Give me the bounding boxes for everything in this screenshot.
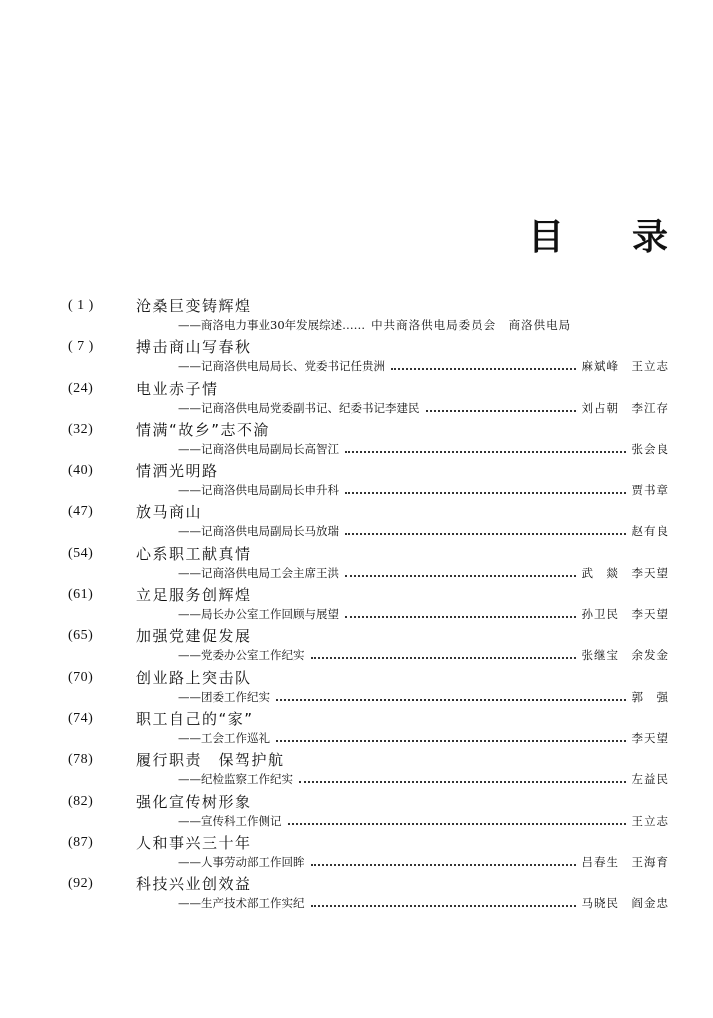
toc-subline [178, 316, 669, 334]
toc-page-number: ( 1 ) [68, 298, 94, 313]
toc-entry[interactable] [0, 792, 713, 833]
toc-dot-leader [345, 451, 626, 453]
toc-title: 心系职工献真情 [136, 544, 252, 563]
toc-entry[interactable] [0, 337, 713, 378]
page-title-char-2: 录 [631, 217, 668, 258]
toc-title: 电业赤子情 [136, 379, 219, 398]
toc-page-number: (61) [68, 587, 94, 603]
toc-dot-leader [345, 492, 626, 494]
toc-title: 人和事兴三十年 [136, 833, 252, 852]
toc-author: 王立志 [631, 813, 669, 828]
toc-subline [178, 729, 669, 747]
toc-page-number: (47) [68, 504, 94, 520]
toc-subline [178, 770, 669, 788]
toc-dot-leader [426, 410, 576, 412]
toc-subtitle: ——商洛电力事业30年发展综述…… [178, 318, 366, 332]
toc-subline [178, 646, 669, 664]
toc-author: 李天望 [631, 730, 669, 745]
toc-author: 赵有良 [631, 524, 669, 539]
toc-title: 科技兴业创效益 [136, 875, 252, 894]
toc-page-number: (24) [68, 380, 94, 396]
toc-subline [178, 812, 669, 830]
toc-entry[interactable] [0, 833, 713, 874]
toc-subline [178, 440, 669, 458]
toc-author: 武 燚 李天望 [581, 565, 669, 580]
toc-entry[interactable] [0, 296, 713, 337]
toc-entry[interactable] [0, 668, 713, 709]
toc-subtitle: ——记商洛供电局副局长申升科 [178, 483, 339, 498]
toc-subtitle: ——记商洛供电局工会主席王洪 [178, 565, 339, 580]
toc-title: 放马商山 [136, 503, 203, 522]
toc-page-number: (65) [68, 628, 94, 644]
toc-subline [178, 688, 669, 706]
toc-dot-leader [345, 616, 576, 618]
toc-title: 创业路上突击队 [136, 668, 252, 687]
toc-entry[interactable] [0, 420, 713, 461]
toc-author: 吕春生 王海育 [581, 854, 669, 869]
toc-author: 麻斌峰 王立志 [581, 359, 669, 374]
toc-subline [178, 357, 669, 375]
toc-entry[interactable] [0, 502, 713, 543]
toc-entry[interactable] [0, 750, 713, 791]
toc-subtitle: ——记商洛供电局局长、党委书记任贵洲 [178, 359, 385, 374]
toc-subline [178, 605, 669, 623]
toc-subtitle: ——宣传科工作侧记 [178, 813, 282, 828]
toc-page-number: (87) [68, 834, 94, 850]
toc-title: 立足服务创辉煌 [136, 586, 252, 605]
toc-subtitle: ——生产技术部工作实纪 [178, 896, 305, 911]
toc-title: 加强党建促发展 [136, 627, 252, 646]
toc-page-number: (40) [68, 463, 94, 479]
toc-title: 情满“故乡”志不渝 [136, 420, 271, 439]
toc-page-number: (32) [68, 421, 94, 437]
toc-dot-leader [276, 740, 626, 742]
toc-subline [178, 481, 669, 499]
toc-subtitle: ——团委工作纪实 [178, 689, 270, 704]
toc-subtitle: ——记商洛供电局副局长马放瑞 [178, 524, 339, 539]
toc-subline [178, 853, 669, 871]
toc-author: 刘占朝 李江存 [581, 400, 669, 415]
toc-dot-leader [311, 657, 576, 659]
toc-page-number: (74) [68, 710, 94, 726]
toc-page-number: (70) [68, 669, 94, 685]
toc-dot-leader [345, 575, 576, 577]
toc-author: 中共商洛供电局委员会 商洛供电局 [371, 318, 572, 332]
toc-entry[interactable] [0, 585, 713, 626]
toc-entry[interactable] [0, 874, 713, 915]
toc-subline [178, 894, 669, 912]
toc-entry[interactable] [0, 544, 713, 585]
toc-author: 左益民 [631, 772, 669, 787]
toc-title: 职工自己的“家” [136, 709, 254, 728]
toc-dot-leader [276, 699, 626, 701]
page-title [528, 218, 668, 258]
toc-author: 贾书章 [631, 483, 669, 498]
toc-dot-leader [345, 533, 626, 535]
toc-subline [178, 399, 669, 417]
toc-subtitle: ——党委办公室工作纪实 [178, 648, 305, 663]
toc-dot-leader [288, 823, 626, 825]
toc-dot-leader [311, 864, 576, 866]
toc-dot-leader [311, 905, 576, 907]
toc-entry[interactable] [0, 379, 713, 420]
toc-subtitle: ——纪检监察工作纪实 [178, 772, 293, 787]
toc-subline [178, 564, 669, 582]
page-title-char-1: 目 [528, 217, 565, 258]
toc-title: 沧桑巨变铸辉煌 [136, 297, 252, 315]
toc-author: 孙卫民 李天望 [581, 607, 669, 622]
toc-title: 强化宣传树形象 [136, 792, 252, 811]
toc-author: 马晓民 阎金忠 [581, 896, 669, 911]
toc-entry[interactable] [0, 626, 713, 667]
toc-subtitle: ——局长办公室工作回顾与展望 [178, 607, 339, 622]
toc-dot-leader [391, 368, 576, 370]
toc-subtitle: ——记商洛供电局副局长高智江 [178, 441, 339, 456]
toc-subtitle: ——工会工作巡礼 [178, 730, 270, 745]
toc-author: 郭 强 [631, 689, 669, 704]
toc-subtitle: ——人事劳动部工作回眸 [178, 854, 305, 869]
toc-page-number: (82) [68, 793, 94, 809]
toc-page-number: ( 7 ) [68, 339, 94, 355]
table-of-contents [0, 296, 713, 915]
toc-page-number: (54) [68, 545, 94, 561]
toc-title: 履行职责 保驾护航 [136, 751, 285, 770]
toc-title: 情洒光明路 [136, 462, 219, 481]
toc-page-number: (92) [68, 876, 94, 892]
toc-entry[interactable] [0, 709, 713, 750]
toc-subline [178, 522, 669, 540]
toc-title: 搏击商山写春秋 [136, 338, 252, 357]
toc-dot-leader [299, 781, 626, 783]
toc-subtitle: ——记商洛供电局党委副书记、纪委书记李建民 [178, 400, 420, 415]
toc-author: 张继宝 余发金 [581, 648, 669, 663]
toc-author: 张会良 [631, 441, 669, 456]
toc-entry[interactable] [0, 461, 713, 502]
toc-page-number: (78) [68, 752, 94, 768]
